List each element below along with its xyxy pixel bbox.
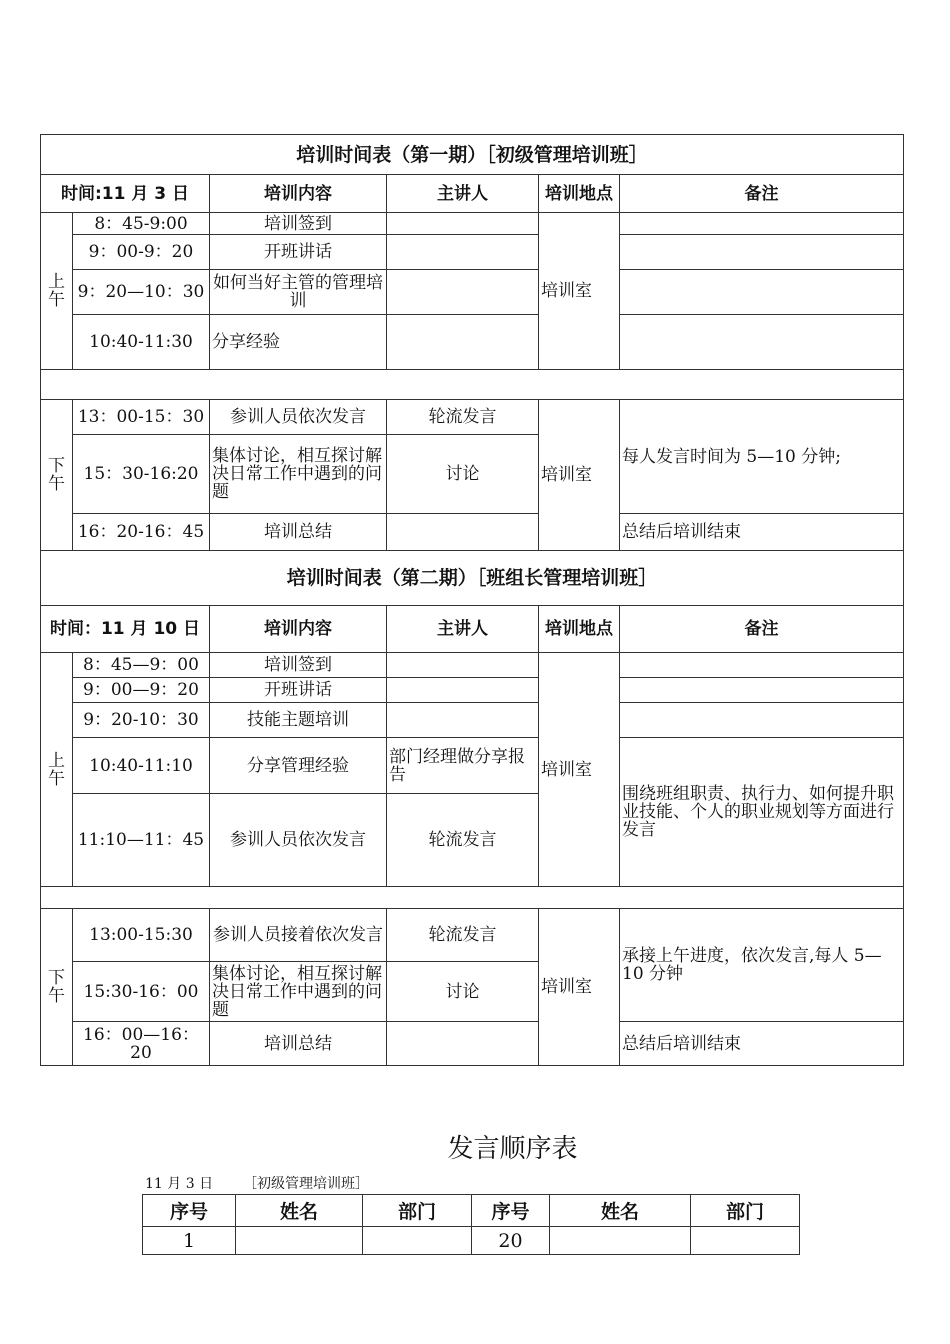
period2-morning-location: 培训室 — [539, 653, 620, 887]
period1-afternoon-time: 15：30-16:20 — [73, 435, 210, 514]
period2-title: 培训时间表（第二期）［班组长管理培训班］ — [41, 551, 904, 606]
period1-morning-time: 10:40-11:30 — [73, 315, 210, 370]
period1-morning-speaker — [387, 315, 539, 370]
period2-afternoon-remark: 总结后培训结束 — [620, 1022, 904, 1066]
period1-afternoon-remark: 总结后培训结束 — [620, 514, 904, 551]
period1-morning-remark — [620, 270, 904, 315]
period1-afternoon-speaker — [387, 514, 539, 551]
period1-afternoon-speaker: 讨论 — [387, 435, 539, 514]
training-schedule-table — [40, 134, 904, 1066]
period1-morning-content: 如何当好主管的管理培训 — [210, 270, 387, 315]
period1-afternoon-content: 集体讨论，相互探讨解决日常工作中遇到的问题 — [210, 435, 387, 514]
period1-header-time: 时间:11 月 3 日 — [41, 175, 210, 213]
period2-afternoon-speaker: 轮流发言 — [387, 909, 539, 962]
order-cell — [550, 1227, 691, 1255]
period2-morning-speaker — [387, 703, 539, 738]
period1-afternoon-remark: 每人发言时间为 5—10 分钟; — [620, 400, 904, 514]
order-cell: 1 — [143, 1227, 236, 1255]
period2-break-row — [41, 887, 904, 909]
period2-afternoon-time: 15:30-16：00 — [73, 962, 210, 1022]
order-header-cell: 姓名 — [550, 1195, 691, 1227]
period1-morning-content: 培训签到 — [210, 213, 387, 235]
order-cell: 20 — [472, 1227, 550, 1255]
period1-morning-content: 开班讲话 — [210, 235, 387, 270]
order-cell — [236, 1227, 363, 1255]
period1-morning-time: 9：00-9：20 — [73, 235, 210, 270]
period1-morning-speaker — [387, 213, 539, 235]
period2-morning-time: 10:40-11:10 — [73, 738, 210, 794]
period2-morning-remark-cell — [620, 703, 904, 738]
period2-morning-remark-cell — [620, 653, 904, 678]
speaking-order-class: ［初级管理培训班］ — [243, 1176, 369, 1192]
period2-morning-content: 技能主题培训 — [210, 703, 387, 738]
period2-morning-content: 开班讲话 — [210, 678, 387, 703]
period1-afternoon-speaker: 轮流发言 — [387, 400, 539, 435]
speaking-order-table — [142, 1194, 800, 1255]
period1-morning-remark — [620, 315, 904, 370]
period2-morning-label: 上午 — [41, 653, 73, 887]
period2-morning-speaker — [387, 678, 539, 703]
period1-afternoon-label: 下午 — [41, 400, 73, 551]
order-header-cell: 序号 — [143, 1195, 236, 1227]
period2-morning-speaker: 部门经理做分享报告 — [387, 738, 539, 794]
period2-morning-content: 参训人员依次发言 — [210, 794, 387, 887]
order-header-cell: 部门 — [363, 1195, 472, 1227]
period1-header-remark: 备注 — [620, 175, 904, 213]
period2-header-speaker: 主讲人 — [387, 606, 539, 653]
period2-morning-time: 8：45—9：00 — [73, 653, 210, 678]
speaking-order-date: 11 月 3 日 — [145, 1176, 214, 1192]
period2-morning-time: 9：00—9：20 — [73, 678, 210, 703]
period2-morning-remark: 围绕班组职责、执行力、如何提升职业技能、个人的职业规划等方面进行发言 — [620, 738, 904, 887]
period1-morning-time: 8：45-9:00 — [73, 213, 210, 235]
period2-morning-time: 11:10—11：45 — [73, 794, 210, 887]
period2-afternoon-speaker: 讨论 — [387, 962, 539, 1022]
period1-afternoon-location: 培训室 — [539, 400, 620, 551]
period2-morning-content: 分享管理经验 — [210, 738, 387, 794]
speaking-order-title: 发言顺序表 — [447, 1134, 578, 1164]
period2-afternoon-time: 13:00-15:30 — [73, 909, 210, 962]
period1-morning-time: 9：20—10：30 — [73, 270, 210, 315]
period1-afternoon-time: 16：20-16：45 — [73, 514, 210, 551]
period1-break-row — [41, 370, 904, 400]
period2-morning-speaker: 轮流发言 — [387, 794, 539, 887]
period1-afternoon-time: 13：00-15：30 — [73, 400, 210, 435]
period2-header-remark: 备注 — [620, 606, 904, 653]
period2-afternoon-location: 培训室 — [539, 909, 620, 1066]
period1-morning-remark — [620, 235, 904, 270]
period1-morning-label: 上午 — [41, 213, 73, 370]
speaking-order-subtitle — [145, 1173, 369, 1193]
period2-header-time: 时间：11 月 10 日 — [41, 606, 210, 653]
period1-morning-remark — [620, 213, 904, 235]
order-cell — [691, 1227, 800, 1255]
period2-morning-time: 9：20-10：30 — [73, 703, 210, 738]
period2-morning-speaker — [387, 653, 539, 678]
period2-afternoon-content: 培训总结 — [210, 1022, 387, 1066]
period2-afternoon-label: 下午 — [41, 909, 73, 1066]
period1-morning-content: 分享经验 — [210, 315, 387, 370]
period1-afternoon-content: 参训人员依次发言 — [210, 400, 387, 435]
order-cell — [363, 1227, 472, 1255]
period1-title: 培训时间表（第一期）［初级管理培训班］ — [41, 135, 904, 175]
period1-morning-speaker — [387, 235, 539, 270]
period1-morning-location: 培训室 — [539, 213, 620, 370]
period2-afternoon-content: 参训人员接着依次发言 — [210, 909, 387, 962]
order-header-cell: 姓名 — [236, 1195, 363, 1227]
period2-morning-remark-cell — [620, 678, 904, 703]
period1-header-location: 培训地点 — [539, 175, 620, 213]
period2-afternoon-speaker — [387, 1022, 539, 1066]
order-header-cell: 部门 — [691, 1195, 800, 1227]
period2-afternoon-remark: 承接上午进度，依次发言,每人 5—10 分钟 — [620, 909, 904, 1022]
period1-header-content: 培训内容 — [210, 175, 387, 213]
period2-header-content: 培训内容 — [210, 606, 387, 653]
period2-header-location: 培训地点 — [539, 606, 620, 653]
period2-afternoon-time: 16：00—16：20 — [73, 1022, 210, 1066]
period2-morning-content: 培训签到 — [210, 653, 387, 678]
period1-header-speaker: 主讲人 — [387, 175, 539, 213]
period1-afternoon-content: 培训总结 — [210, 514, 387, 551]
period1-morning-speaker — [387, 270, 539, 315]
table-row — [143, 1227, 800, 1255]
order-header-cell: 序号 — [472, 1195, 550, 1227]
period2-afternoon-content: 集体讨论，相互探讨解决日常工作中遇到的问题 — [210, 962, 387, 1022]
